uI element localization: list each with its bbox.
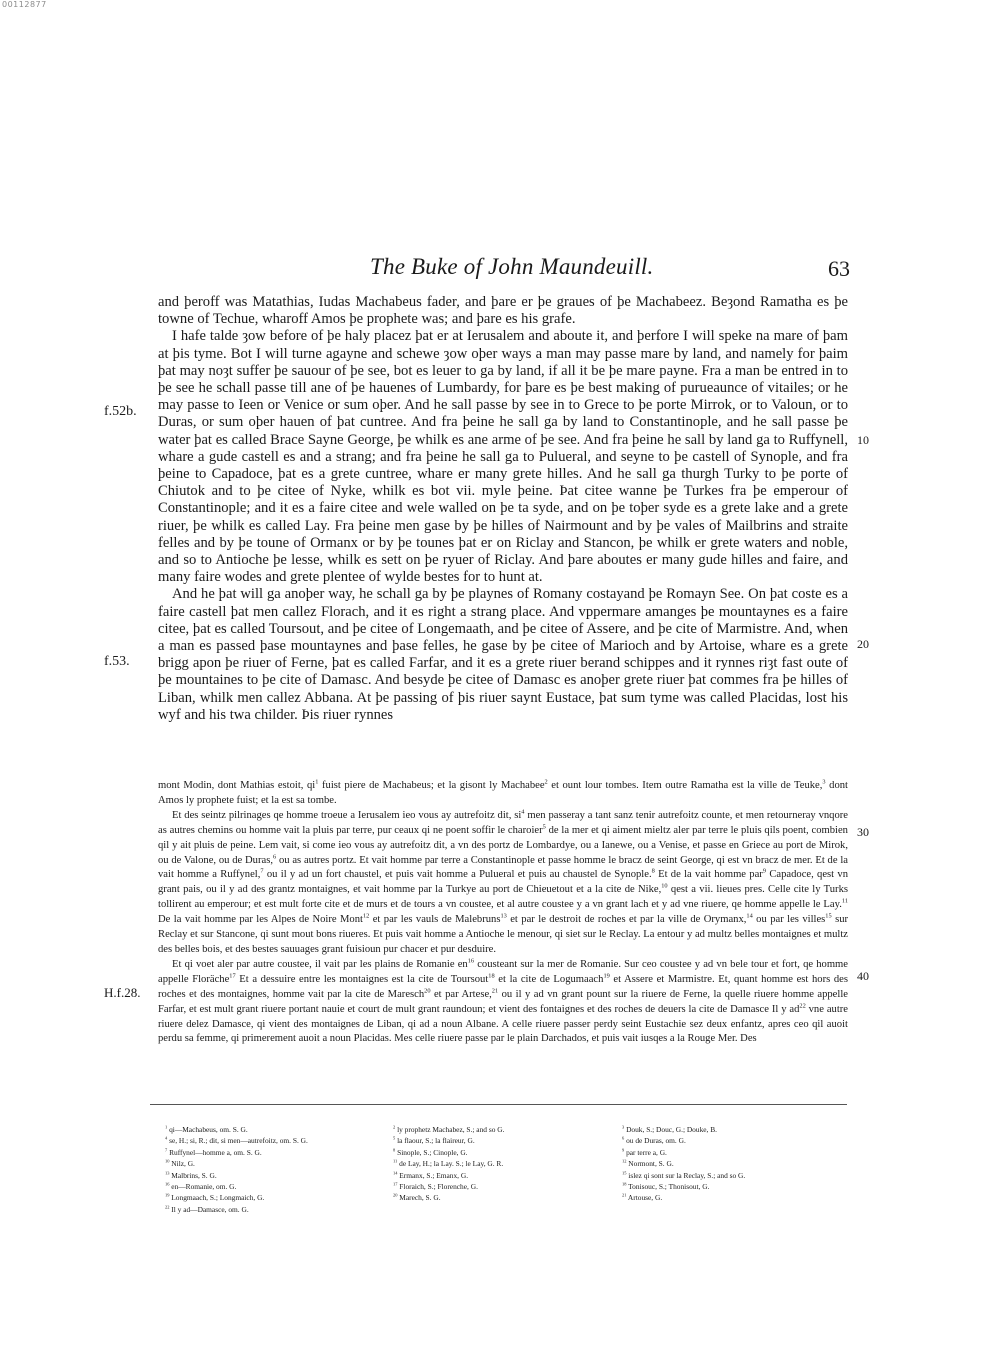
- french-text-run: Et des seintz pilrinages qe homme troeue a Ierusalem ieo vous ay autrefoitz dit, si: [172, 809, 522, 821]
- footnote-number: 6: [622, 1135, 625, 1141]
- footnote: [165, 1135, 395, 1146]
- footnote-text: en—Romanie, om. G.: [171, 1182, 237, 1192]
- footnote-text: Floraich, S.; Florenche, G.: [399, 1182, 478, 1192]
- footnote-number: 15: [622, 1170, 627, 1176]
- footnote-ref: 18: [488, 972, 495, 980]
- footnote: [393, 1124, 623, 1135]
- footnote-text: qi—Machabeus, om. S. G.: [169, 1125, 248, 1134]
- french-text-run: de la mer et qi aiment mieltz aler par terre le pluis qils poent, combien qil y ait pluis de peine. Lem vait, si come ieo vous ay autrefoitz dit, a vn des portz de Lombardye, ou a Ianewe, ou a Venise, et passe en Griece au port de Mirok, ou de Valone, ou de Duras,: [158, 824, 848, 866]
- footnotes-column-3: [622, 1124, 852, 1204]
- footnote-ref: 8: [651, 867, 655, 875]
- footnote-ref: 22: [799, 1002, 806, 1010]
- footnote-ref: 15: [825, 912, 832, 920]
- footnote: [622, 1124, 852, 1135]
- footnote: [165, 1124, 395, 1135]
- footnote-ref: 11: [841, 897, 848, 905]
- footnote-text: par terre a, G.: [626, 1147, 667, 1157]
- footnote: [393, 1147, 623, 1158]
- footnote-number: 5: [393, 1135, 396, 1141]
- footnote-text: Longmaach, S.; Longmaich, G.: [171, 1193, 265, 1203]
- footnote-text: Marech, S. G.: [399, 1193, 441, 1203]
- footnote-ref: 6: [272, 853, 277, 860]
- footnote-ref: 13: [500, 912, 507, 920]
- french-text-run: et ount lour tombes. Item outre Ramatha est la ville de Teuke,: [547, 780, 823, 791]
- footnote-text: Malbrins, S. G.: [171, 1170, 217, 1180]
- french-text-run: ou par les villes: [752, 914, 826, 926]
- footnote-ref: 20: [424, 987, 431, 995]
- footnote-ref: 12: [362, 912, 370, 920]
- french-text-run: cousteant sur la mer de Romanie. Sur ceo coustee y ad vn bele tour et fort, qe homme appelle Floräche: [158, 958, 849, 985]
- footnote-ref: 19: [603, 972, 610, 980]
- french-text-run: qest a vii. lieues pres. Celle cite ly Turks tollirent au emperour; et est mult forte cite et de murs et de tours a vn coustee, et al autre coustee y a vn grant lach et y ad vne riuere, qe homme appelle le Lay.: [158, 884, 849, 911]
- french-text-run: Capadoce, qest vn grant pais, ou il y ad des grantz montaignes, et vait homme par la Turkye au port de Chieuetout et a la cite de Nike,: [158, 869, 848, 896]
- margin-folio-52b: f.52b.: [104, 404, 137, 419]
- footnote-ref: 14: [746, 912, 753, 920]
- footnote-text: Normont, S. G.: [628, 1159, 674, 1169]
- footnote-text: Douk, S.; Douc, G.; Douke, B.: [626, 1125, 718, 1134]
- footnote: [622, 1158, 852, 1169]
- footnote-text: Artouse, G.: [627, 1193, 663, 1203]
- footnote-text: Il y ad—Damasce, om. G.: [171, 1204, 249, 1214]
- french-text-run: et par Artese,: [430, 988, 492, 1000]
- scan-identifier: 00112877: [2, 0, 47, 9]
- margin-line-20: 20: [857, 637, 869, 651]
- running-header: [150, 254, 850, 290]
- footnote-ref: 5: [542, 823, 546, 831]
- margin-harleian-28: H.f.28.: [104, 985, 141, 1000]
- footnote-text: de Lay, H.; la Lay. S.; le Lay, G. R.: [399, 1159, 504, 1169]
- footnote-ref: 3: [822, 778, 826, 786]
- french-text-run: Et de la vait homme par: [654, 869, 763, 881]
- footnote-text: Ruffynel—homme a, om. S. G.: [169, 1147, 262, 1157]
- footnote-ref: 10: [661, 882, 668, 890]
- footnote: [165, 1147, 395, 1158]
- french-paragraph: [158, 779, 848, 809]
- french-text-run: ou il y ad un fort chaustel, et puis vait homme a Pulueral et puis au chaustel de Synople.: [263, 869, 652, 881]
- english-paragraph: and þeroff was Matathias, Iudas Machabeus fader, and þare er þe graues of þe Machabeez. Beȝond Ramatha es þe towne of Techue, wharoff Amos þe prophete was; and þare es his grafe.: [158, 294, 848, 328]
- footnote: [622, 1147, 852, 1158]
- footnote-number: 3: [622, 1124, 625, 1130]
- footnote-ref: 9: [762, 867, 767, 875]
- footnote-text: se, H.; si, R.; dit, si men—autrefoitz, om. S. G.: [169, 1136, 308, 1146]
- footnote-number: 22: [165, 1204, 170, 1210]
- footnote-text: Tonisouc, S.; Thonisout, G.: [628, 1182, 710, 1192]
- page-number: 63: [828, 256, 850, 281]
- french-text-run: fuist piere de Machabeus; et la gisont ly Machabee: [318, 780, 545, 791]
- footnote: [622, 1135, 852, 1146]
- french-text-run: et par les vauls de Malebruns: [369, 914, 501, 926]
- footnote-divider: [150, 1104, 847, 1105]
- french-text-run: et Assere et Marmistre. Et, quant homme est hors des roches et des montaignes, homme vait par la cite de Maresch: [158, 973, 848, 1000]
- footnote-number: 21: [622, 1192, 627, 1198]
- footnote-number: 18: [622, 1181, 627, 1187]
- french-text-run: De la vait homme par les Alpes de Noire Mont: [158, 914, 363, 926]
- french-text-run: et la cite de Logumaach: [494, 973, 604, 985]
- french-paragraph: [158, 809, 848, 958]
- french-text-run: mont Modin, dont Mathias estoit, qi: [158, 780, 316, 791]
- footnote-ref: 21: [491, 987, 499, 995]
- footnote: [622, 1181, 852, 1192]
- french-text-run: et par le destroit de roches et par la ville de Orymanx,: [506, 914, 747, 926]
- footnote: [393, 1135, 623, 1146]
- footnote-ref: 17: [229, 972, 236, 980]
- footnote-text: islez qi sont sur la Reclay, S.; and so G.: [628, 1170, 746, 1180]
- footnote-number: 17: [393, 1181, 398, 1187]
- footnote-number: 2: [393, 1124, 396, 1130]
- footnote-text: Sinople, S.; Cinople, G.: [397, 1147, 468, 1157]
- footnote: [622, 1192, 852, 1203]
- english-paragraph: And he þat will ga anoþer way, he schall ga by þe playnes of Romany costayand þe Romayn See. On þat coste es a faire castell þat men callez Florach, and it es right a strang place. And vppermare amanges þe mountaynes es a faire citee, þat es called Toursout, and þe citee of Longemaath, and þe citee of Assere, and þe cite of Marmistre. And, when a man es passed þase mountaynes and þase felles, he gase by þe citee of Marioch and by Artoise, whare es a grete brigg apon þe riuer of Ferne, þat es called Farfar, and it es a grete riuer berand schippes and it rynnes riȝt fast oute of þe mountaines to þe cite of Damasc. And besyde þe citee of Damasc es anoþer grete riuer þat commes fra þe hilles of Liban, whilk men callez Abbana. At þe passing of þis riuer saynt Eustace, þat sum tyme was called Placidas, lost his wyf and his twa childer. Þis riuer rynnes: [158, 586, 848, 723]
- footnote: [622, 1170, 852, 1181]
- margin-line-40: 40: [857, 969, 869, 983]
- footnote-number: 9: [622, 1147, 625, 1153]
- footnote-ref: 16: [467, 957, 475, 965]
- footnote-number: 14: [393, 1170, 398, 1176]
- french-paragraph: [158, 958, 848, 1047]
- footnote-number: 13: [165, 1170, 170, 1176]
- footnotes-column-2: [393, 1124, 623, 1204]
- footnote: [393, 1181, 623, 1192]
- french-text-run: ou as autres portz. Et vait homme par terre a Constantinople et passe homme le bracz de seint George, qi est vn bracz de mer. Et de la vait homme a Ruffynel,: [158, 854, 848, 881]
- french-text-run: dont Amos ly prophete fuist; et la est sa tombe.: [158, 780, 848, 806]
- french-text-run: Et a dessuire entre les montaignes est la cite de Toursout: [235, 973, 489, 985]
- footnote-number: 8: [393, 1147, 396, 1153]
- margin-line-30: 30: [857, 825, 869, 839]
- running-title: The Buke of John Maundeuill.: [370, 254, 654, 279]
- footnote-number: 11: [393, 1158, 398, 1164]
- margin-line-10: 10: [857, 433, 869, 447]
- footnote-ref: 7: [260, 867, 264, 875]
- french-text-run: men passeray a tant sanz tenir autrefoitz counte, et men retourneray vnqore as autres chemins ou homme vait la pluis par terre, pur ceaux qi ne poent soffir le charoier: [158, 809, 848, 836]
- footnote-number: 4: [165, 1135, 168, 1141]
- footnote-number: 16: [165, 1181, 170, 1187]
- footnote: [165, 1204, 395, 1215]
- french-text-run: sur Reclay et sur Stancone, qi sunt mout bons riueres. Et puis vait homme a Antioche le menour, qi siet sur le Reclay. La entour y ad multz belles montaignes et multz des belles bois, et des bestes sauuages grant fuisioun pur chacer et pur desduire.: [158, 914, 849, 955]
- footnote-ref: 2: [544, 778, 548, 786]
- french-text-run: ou il y ad vn grant pount sur la riuere de Ferne, la quelle riuere homme appelle Farfar, et est mult grant riuere portant nauie et court de mult grant raundoun; et vient des fontaignes et des roches de deuers la cite de Damasce Il y ad: [158, 988, 848, 1015]
- footnote-number: 7: [165, 1147, 168, 1153]
- french-text-run: Et qi voet aler par autre coustee, il vait par les plains de Romanie en: [172, 958, 468, 970]
- english-text: [158, 294, 848, 724]
- footnote-text: Nilz, G.: [171, 1159, 195, 1169]
- footnote-number: 1: [165, 1124, 168, 1130]
- footnote-number: 19: [165, 1192, 170, 1198]
- footnote: [393, 1170, 623, 1181]
- footnote-ref: 1: [315, 778, 319, 786]
- footnote-number: 12: [622, 1158, 627, 1164]
- footnote-text: Ermanx, S.; Emanx, G.: [399, 1170, 469, 1180]
- footnote: [393, 1158, 623, 1169]
- margin-folio-53: f.53.: [104, 654, 130, 669]
- footnote-ref: 4: [521, 808, 525, 816]
- footnote-text: ou de Duras, om. G.: [626, 1136, 686, 1146]
- footnote-number: 20: [393, 1192, 398, 1198]
- footnote-text: ly prophetz Machabez, S.; and so G.: [397, 1125, 505, 1134]
- footnote-text: la flaour, S.; la flaireur, G.: [397, 1136, 475, 1146]
- english-paragraph: I hafe talde ȝow before of þe haly placez þat er at Ierusalem and aboute it, and þerfore I will speke na mare of þam at þis tyme. Bot I will turne agayne and schewe ȝow oþer ways a man may passe mare by land, and namely for þaim þat may noȝt suffer þe sauour of þe see, bot es leuer to ga by land, if all it be þe mare payne. Fra a man be entred in to þe see he schall passe till ane of þe hauenes of Lumbardy, for þare es þe best making of purueaunce of vitailes; or he may passe to Ieen or Venice or sum oþer. And he sall passe by see in to Grece to þe porte Mirrok, or to Valoun, or to Duras, or sum oþer hauen of þat cuntree. And fra þeine he sall ga by land to Constantinople, and he sall passe þe water þat es called Brace Sayne George, þe whilk es ane arme of þe see. And fra þeine he sall by land ga to Ruffynell, whare a gude castell es and a strang; and fra þeine he sall ga to Pulueral, and seyne to þe castell of Synople, and fra þeine to Capadoce, þat es a grete cuntree, whare er many grete hilles. And he sall ga thurgh Turky to þe porte of Chiutok and to þe citee of Nyke, whilk es bot vii. myle þeine. Þat citee wanne þe Turkes fra þe emperour of Constantinople; and it es a faire citee and wele walled on þe ta syde, and on þe toþer syde es a grete lake and a grete riuer, þe whilk es called Lay. Fra þeine men gase by þe hilles of Nairmount and by þe vales of Mailbrins and straite felles and by þe toune of Ormanx or by þe tounes þat er on Riclay and Stancon, þe whilk er grete waters and noble, and so to Antioche þe lesse, whilk es sett on þe ryuer of Riclay. And þare aboutes er many gude hilles and faire, and many faire wodes and grete plentee of wylde bestes for to hunt at.: [158, 328, 848, 586]
- footnote-number: 10: [165, 1158, 170, 1164]
- footnote: [393, 1192, 623, 1203]
- french-text-run: vne autre riuere delez Damasce, qi vient des montaignes de Liban, qi ad a noun Albane. A celle riuere passer perdy seint Eustachie sez deux enfantz, apres ceo qil auoit perdu sa femme, qi primerement auoit a noun Placidas. Mes celle riuere passe par le plain Darchados, et puis vait iusqes a la Rouge Mer. Des: [158, 1003, 848, 1045]
- french-text: [158, 779, 848, 1047]
